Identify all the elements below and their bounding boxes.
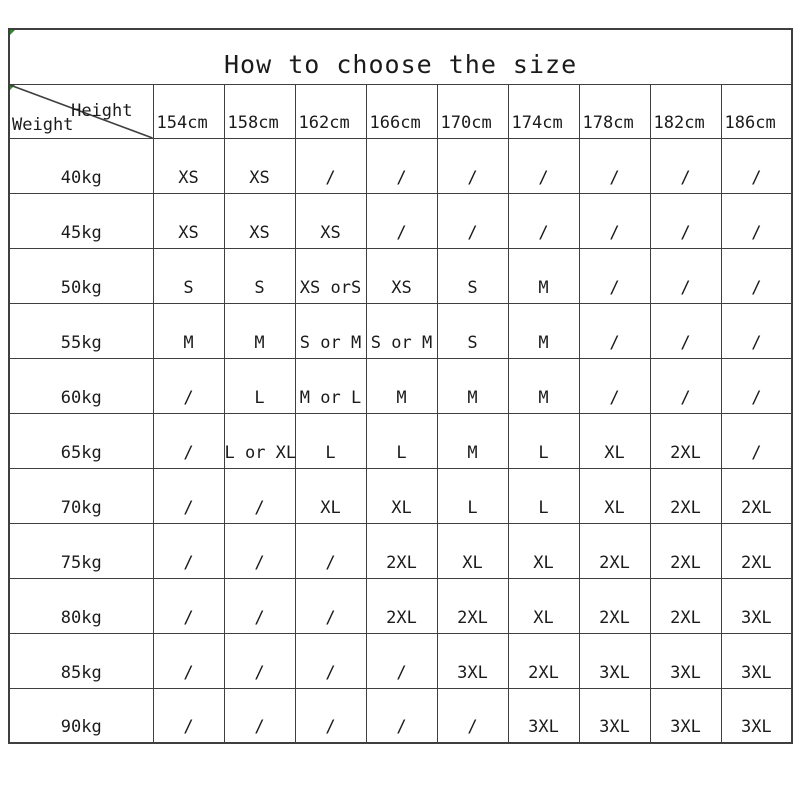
weight-row-label: 75kg — [9, 523, 153, 578]
size-cell: / — [508, 138, 579, 193]
size-cell: XL — [579, 468, 650, 523]
column-header-166cm: 166cm — [366, 84, 437, 138]
size-cell: / — [721, 138, 792, 193]
column-header-154cm: 154cm — [153, 84, 224, 138]
size-cell: / — [579, 138, 650, 193]
size-cell: S or M — [366, 303, 437, 358]
size-cell: M — [437, 413, 508, 468]
weight-row-label: 55kg — [9, 303, 153, 358]
size-cell: 2XL — [437, 578, 508, 633]
size-cell: 2XL — [721, 523, 792, 578]
size-cell: 3XL — [579, 633, 650, 688]
size-cell: M or L — [295, 358, 366, 413]
size-cell: / — [721, 358, 792, 413]
column-header-182cm: 182cm — [650, 84, 721, 138]
header-row — [9, 84, 792, 138]
size-cell: / — [650, 248, 721, 303]
size-cell: S — [224, 248, 295, 303]
table-row-45kg — [9, 193, 792, 248]
size-cell: M — [153, 303, 224, 358]
table-row-55kg — [9, 303, 792, 358]
table-row-40kg — [9, 138, 792, 193]
size-cell: 3XL — [721, 688, 792, 743]
size-cell: / — [153, 578, 224, 633]
size-cell: L — [295, 413, 366, 468]
header-diagonal-cell — [9, 84, 153, 138]
size-cell: L — [224, 358, 295, 413]
size-cell: M — [366, 358, 437, 413]
size-cell: 2XL — [366, 523, 437, 578]
size-cell: L — [508, 468, 579, 523]
size-cell: / — [224, 633, 295, 688]
weight-axis-label: Weight — [12, 114, 74, 135]
chart-title-text: How to choose the size — [224, 49, 578, 79]
table-row-80kg — [9, 578, 792, 633]
size-cell: 2XL — [508, 633, 579, 688]
size-cell: M — [437, 358, 508, 413]
size-cell: S — [437, 248, 508, 303]
table-row-65kg — [9, 413, 792, 468]
size-cell: L — [366, 413, 437, 468]
column-header-178cm: 178cm — [579, 84, 650, 138]
size-cell: / — [650, 303, 721, 358]
size-cell: / — [437, 193, 508, 248]
weight-row-label: 85kg — [9, 633, 153, 688]
column-header-186cm: 186cm — [721, 84, 792, 138]
size-cell: / — [295, 688, 366, 743]
size-cell: XL — [437, 523, 508, 578]
size-cell: M — [508, 303, 579, 358]
size-cell: / — [224, 688, 295, 743]
size-cell: L — [437, 468, 508, 523]
size-cell: 3XL — [437, 633, 508, 688]
size-cell: / — [153, 358, 224, 413]
weight-row-label: 70kg — [9, 468, 153, 523]
size-chart-table — [8, 28, 793, 744]
size-cell: / — [721, 413, 792, 468]
table-row-85kg — [9, 633, 792, 688]
weight-row-label: 60kg — [9, 358, 153, 413]
column-header-158cm: 158cm — [224, 84, 295, 138]
size-cell: / — [366, 193, 437, 248]
size-cell: S — [437, 303, 508, 358]
weight-row-label: 90kg — [9, 688, 153, 743]
table-row-90kg — [9, 688, 792, 743]
size-cell: 3XL — [650, 633, 721, 688]
size-cell: XS — [224, 138, 295, 193]
size-cell: S — [153, 248, 224, 303]
table-body — [9, 138, 792, 743]
column-header-174cm: 174cm — [508, 84, 579, 138]
title-row — [9, 29, 792, 84]
size-cell: 3XL — [508, 688, 579, 743]
size-cell: / — [153, 688, 224, 743]
size-cell: 3XL — [721, 578, 792, 633]
size-cell: XL — [508, 578, 579, 633]
size-cell: XS — [366, 248, 437, 303]
size-cell: / — [721, 303, 792, 358]
size-cell: / — [295, 138, 366, 193]
size-cell: / — [437, 138, 508, 193]
size-cell: / — [721, 248, 792, 303]
size-cell: / — [366, 138, 437, 193]
size-cell: 2XL — [579, 523, 650, 578]
size-cell: / — [224, 468, 295, 523]
size-cell: M — [224, 303, 295, 358]
size-cell: 3XL — [579, 688, 650, 743]
size-cell: / — [366, 688, 437, 743]
size-cell: XS — [224, 193, 295, 248]
size-cell: M — [508, 358, 579, 413]
size-cell: / — [295, 523, 366, 578]
weight-row-label: 80kg — [9, 578, 153, 633]
size-cell: XL — [579, 413, 650, 468]
size-cell: XL — [366, 468, 437, 523]
size-cell: 2XL — [650, 413, 721, 468]
height-axis-label: Height — [71, 100, 133, 121]
weight-row-label: 50kg — [9, 248, 153, 303]
size-cell: / — [295, 578, 366, 633]
size-cell: / — [295, 633, 366, 688]
weight-row-label: 65kg — [9, 413, 153, 468]
size-cell: / — [153, 633, 224, 688]
size-cell: / — [224, 523, 295, 578]
green-corner-marker — [10, 30, 15, 35]
size-cell: 2XL — [650, 523, 721, 578]
size-cell: 2XL — [650, 468, 721, 523]
size-cell: S or M — [295, 303, 366, 358]
size-cell: / — [721, 193, 792, 248]
size-cell: XS orS — [295, 248, 366, 303]
size-cell: / — [366, 633, 437, 688]
size-cell: / — [153, 468, 224, 523]
size-cell: / — [650, 193, 721, 248]
size-cell: / — [153, 413, 224, 468]
size-cell: 3XL — [721, 633, 792, 688]
size-cell: / — [224, 578, 295, 633]
weight-row-label: 40kg — [9, 138, 153, 193]
table-row-75kg — [9, 523, 792, 578]
column-header-162cm: 162cm — [295, 84, 366, 138]
size-cell: 2XL — [366, 578, 437, 633]
size-cell: XS — [153, 193, 224, 248]
size-cell: / — [579, 248, 650, 303]
table-row-50kg — [9, 248, 792, 303]
size-cell: / — [650, 358, 721, 413]
weight-row-label: 45kg — [9, 193, 153, 248]
size-cell: / — [437, 688, 508, 743]
size-cell: L or XL — [224, 413, 295, 468]
size-cell: / — [153, 523, 224, 578]
size-cell: / — [579, 303, 650, 358]
size-cell: M — [508, 248, 579, 303]
table-row-60kg — [9, 358, 792, 413]
table-row-70kg — [9, 468, 792, 523]
size-cell: XS — [153, 138, 224, 193]
size-cell: XS — [295, 193, 366, 248]
size-cell: / — [579, 193, 650, 248]
size-cell: 2XL — [721, 468, 792, 523]
size-cell: / — [508, 193, 579, 248]
size-cell: XL — [295, 468, 366, 523]
size-cell: L — [508, 413, 579, 468]
size-cell: XL — [508, 523, 579, 578]
size-cell: 2XL — [650, 578, 721, 633]
size-cell: 3XL — [650, 688, 721, 743]
chart-title — [9, 29, 792, 84]
size-cell: / — [579, 358, 650, 413]
size-cell: / — [650, 138, 721, 193]
size-cell: 2XL — [579, 578, 650, 633]
column-header-170cm: 170cm — [437, 84, 508, 138]
